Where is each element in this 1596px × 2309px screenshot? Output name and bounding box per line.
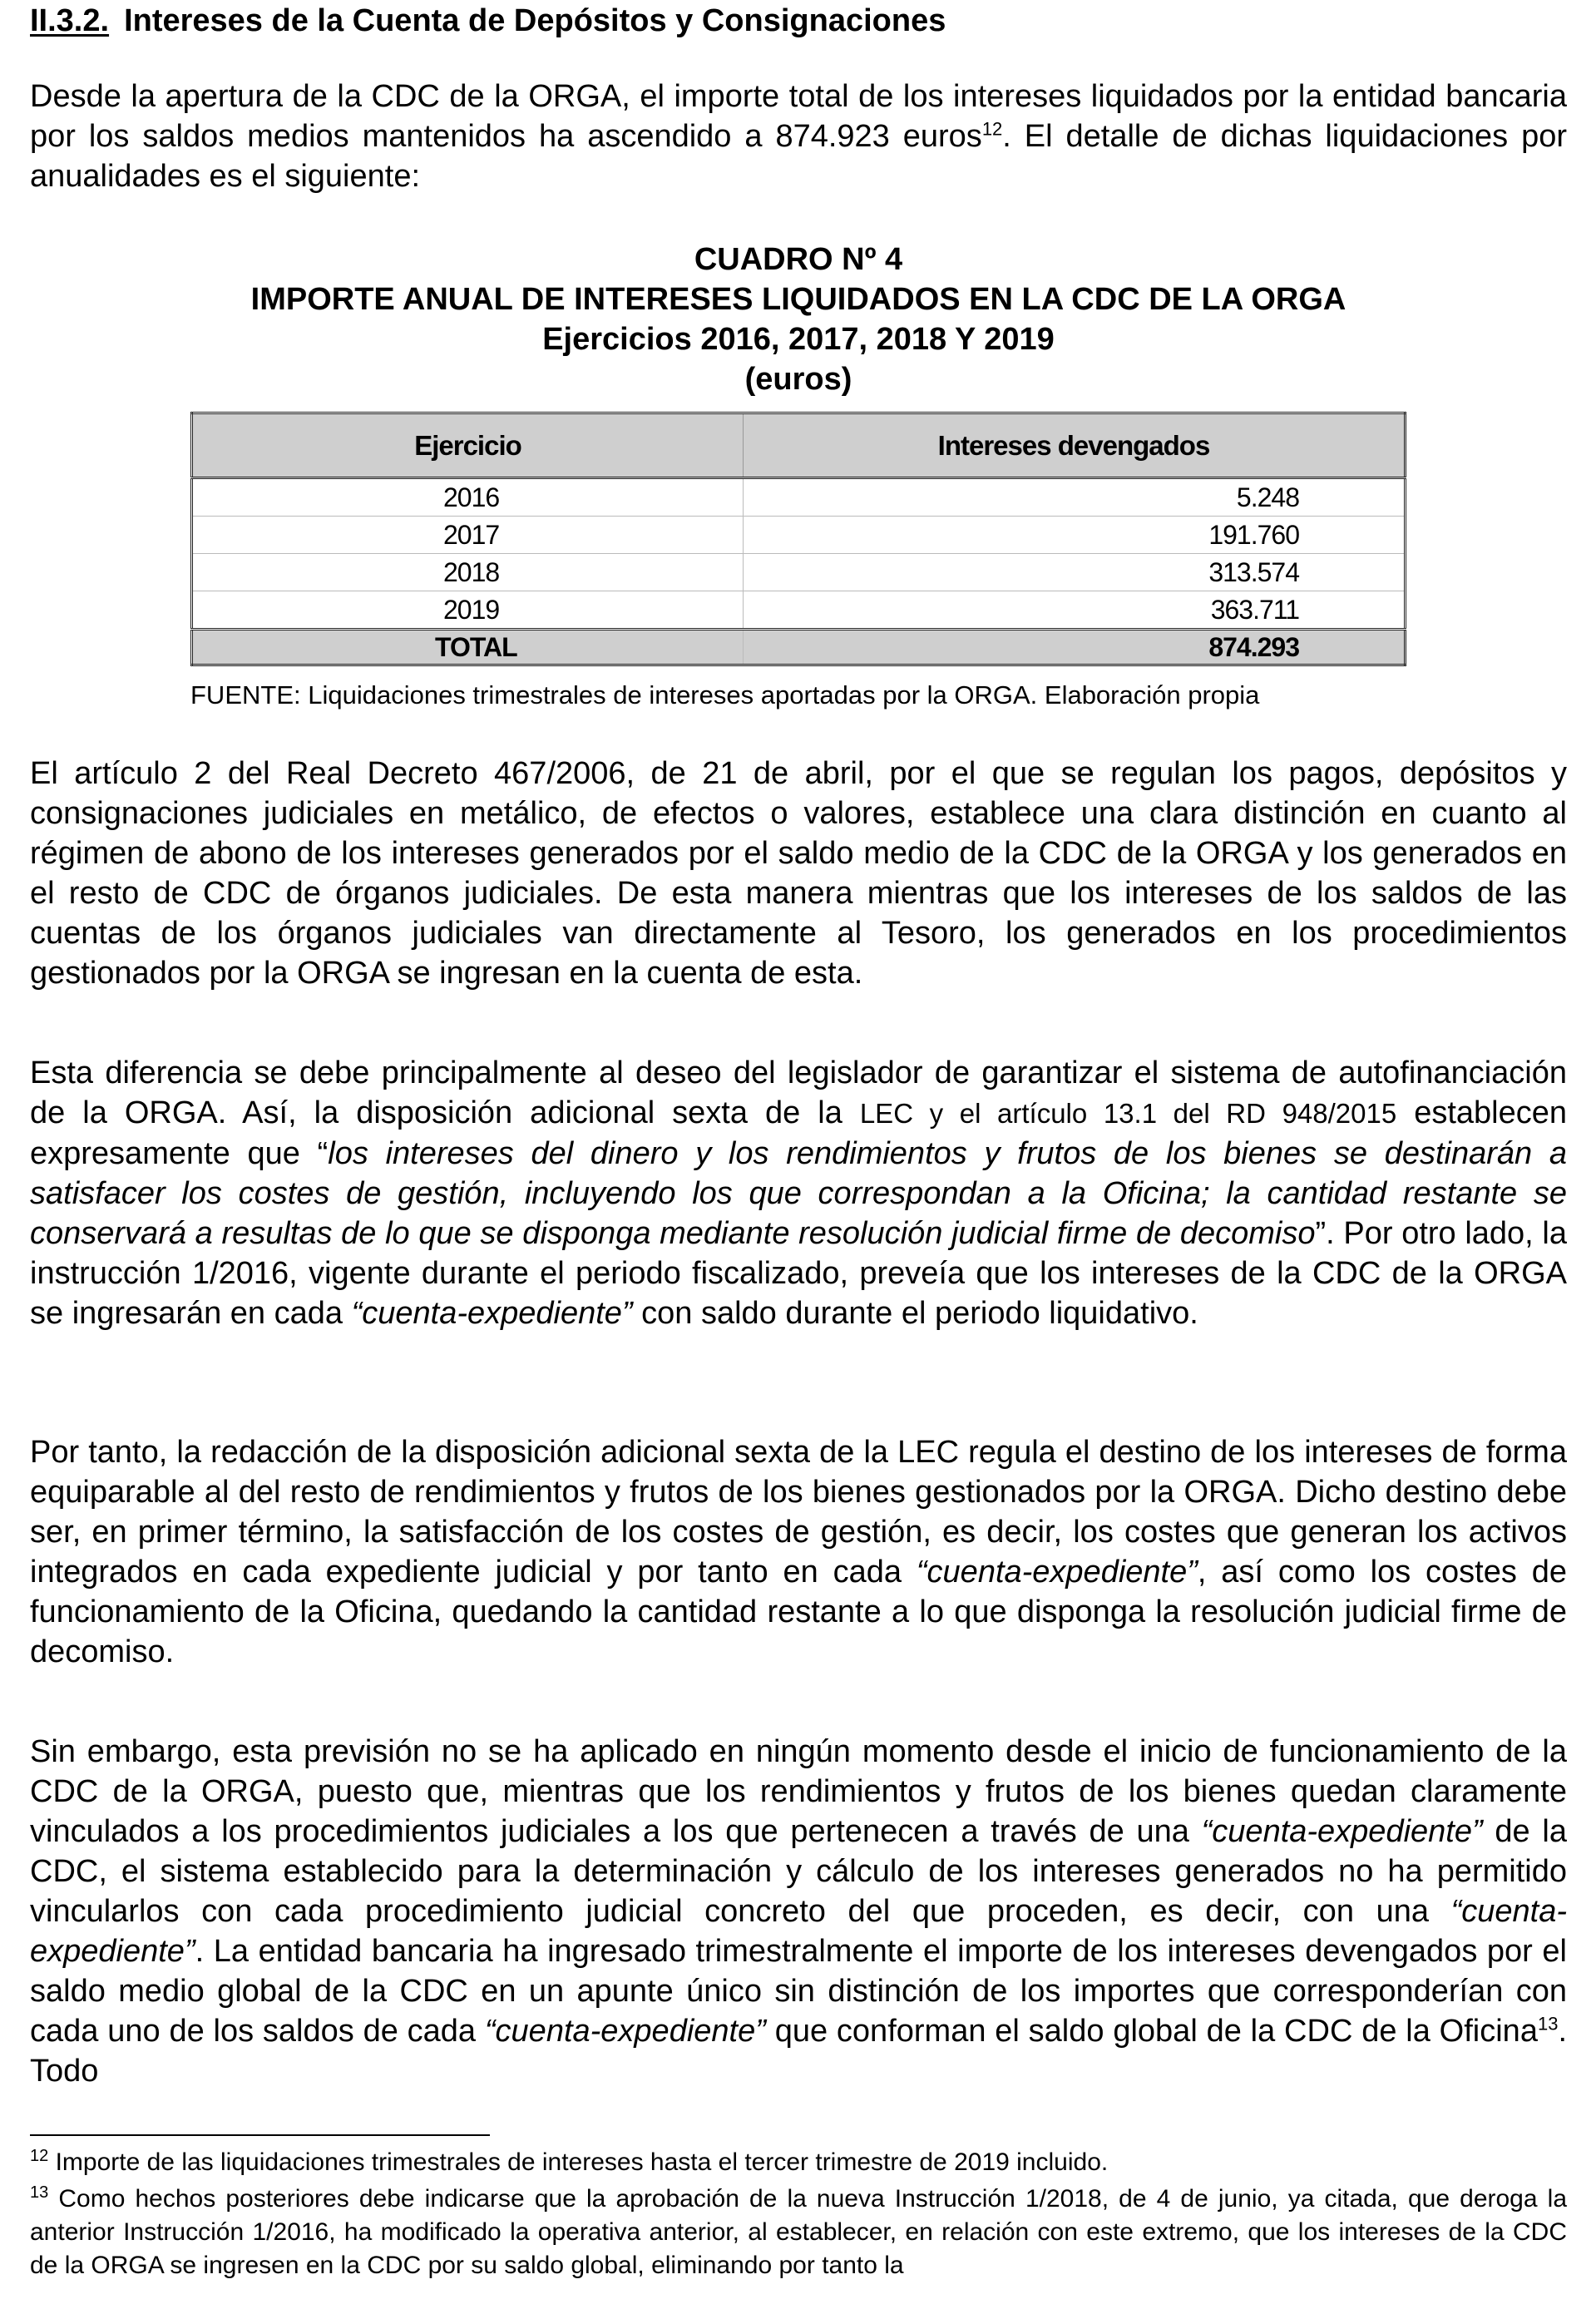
table-row: [192, 591, 1406, 630]
row-year: 2016: [192, 478, 744, 517]
section-number: II.3.2.: [30, 3, 110, 38]
row-amount: 363.711: [744, 591, 1406, 630]
row-amount: 313.574: [744, 554, 1406, 591]
header-intereses: Intereses devengados: [744, 413, 1406, 478]
paragraph-por-tanto: Por tanto, la redacción de la disposición adicional sexta de la LEC regula el destino de los intereses de forma equiparable al del resto de rendimientos y frutos de los bienes gestionados por la ORGA. Dicho destino debe ser, en primer término, la satisfacción de los costes de gestión, es decir, los costes que generan los activos integrados en cada expediente judicial y por tanto en cada “cuenta-expediente”, así como los costes de funcionamiento de la Oficina, quedando la cantidad restante a lo que disponga la resolución judicial firme de decomiso.: [30, 1435, 1567, 1669]
table-row: [192, 517, 1406, 554]
table-row: [192, 478, 1406, 517]
table-source-note: FUENTE: Liquidaciones trimestrales de intereses aportadas por la ORGA. Elaboración propia: [190, 680, 1260, 710]
table-caption-title: IMPORTE ANUAL DE INTERESES LIQUIDADOS EN LA CDC DE LA ORGA: [250, 282, 1346, 317]
intro-paragraph: Desde la apertura de la CDC de la ORGA, el importe total de los intereses liquidados por la entidad bancaria por los saldos medios mantenidos ha ascendido a 874.923 euros$^{12}$. El detalle de dichas liquidaciones por anualidades es el siguiente:: [30, 79, 1567, 194]
table-caption-units: (euros): [744, 362, 852, 397]
section-heading: [30, 0, 946, 42]
table-row: [192, 554, 1406, 591]
row-amount: 5.248: [744, 478, 1406, 517]
footnote-ref-12[interactable]: 12: [981, 118, 1003, 140]
footnote-13: $^{13}$ Como hechos posteriores debe indicarse que la aprobación de la nueva Instrucción 1/2018, de 4 de junio, ya citada, que deroga la anterior Instrucción 1/2016, ha modificado la operativa anterior, al establecer, en relación con este extremo, que los intereses de la CDC de la ORGA se ingresen en la CDC por su saldo global, eliminando por tanto la: [30, 2183, 1567, 2279]
total-label: TOTAL: [192, 630, 744, 665]
interest-table: [190, 412, 1406, 666]
footnote-separator: [30, 2134, 490, 2136]
table-header-row: [192, 413, 1406, 478]
row-year: 2019: [192, 591, 744, 630]
paragraph-diferencia: Esta diferencia se debe principalmente al deseo del legislador de garantizar el sistema de autofinanciación de la ORGA. Así, la disposición adicional sexta de la LEC y el artículo 13.1 del RD 948/2015 establecen expresamente que “los intereses del dinero y los rendimientos y frutos de los bienes se destinarán a satisfacer los costes de gestión, incluyendo los que correspondan a la Oficina; la cantidad restante se conservará a resultas de lo que se disponga mediante resolución judicial firme de decomiso”. Por otro lado, la instrucción 1/2016, vigente durante el periodo fiscalizado, preveía que los intereses de la CDC de la ORGA se ingresarán en cada “cuenta-expediente” con saldo durante el periodo liquidativo.: [30, 1056, 1568, 1331]
table-total-row: [192, 630, 1406, 665]
section-title: Intereses de la Cuenta de Depósitos y Consignaciones: [124, 3, 946, 38]
row-amount: 191.760: [744, 517, 1406, 554]
paragraph-articulo-2: El artículo 2 del Real Decreto 467/2006, de 21 de abril, por el que se regulan los pagos, depósitos y consignaciones judiciales en metálico, de efectos o valores, establece una clara distinción en cuanto al régimen de abono de los intereses generados por el saldo medio de la CDC de la ORGA y los generados en el resto de CDC de órganos judiciales. De esta manera mientras que los intereses de los saldos de las cuentas de los órganos judiciales van directamente al Tesoro, los generados en los procedimientos gestionados por la ORGA se ingresan en la cuenta de esta.: [30, 756, 1567, 991]
row-year: 2017: [192, 517, 744, 554]
header-ejercicio: Ejercicio: [192, 413, 744, 478]
total-amount: 874.293: [744, 630, 1406, 665]
footnote-ref-13[interactable]: 13: [1537, 2013, 1559, 2035]
table-caption-number: CUADRO Nº 4: [694, 242, 903, 277]
footnote-12: $^{12}$ Importe de las liquidaciones trimestrales de intereses hasta el tercer trimestre de 2019 incluido.: [30, 2147, 1109, 2176]
legal-quote: los intereses del dinero y los rendimientos y frutos de los bienes se destinarán a satisfacer los costes de gestión, incluyendo los que correspondan a la Oficina; la cantidad restante se conservará a resultas de lo que se disponga mediante resolución judicial firme de decomiso: [30, 1136, 1567, 1251]
row-year: 2018: [192, 554, 744, 591]
paragraph-sin-embargo: Sin embargo, esta previsión no se ha aplicado en ningún momento desde el inicio de funcionamiento de la CDC de la ORGA, puesto que, mientras que los rendimientos y frutos de los bienes quedan claramente vinculados a los procedimientos judiciales a los que pertenecen a través de una “cuenta-expediente” de la CDC, el sistema establecido para la determinación y cálculo de los intereses generados no ha permitido vincularlos con cada procedimiento judicial concreto del que proceden, es decir, con una “cuenta-expediente”. La entidad bancaria ha ingresado trimestralmente el importe de los intereses devengados por el saldo medio global de la CDC en un apunte único sin distinción de los importes que corresponderían con cada uno de los saldos de cada “cuenta-expediente” que conforman el saldo global de la CDC de la Oficina$^{13}$. Todo: [30, 1734, 1567, 2089]
table-caption-years: Ejercicios 2016, 2017, 2018 Y 2019: [542, 322, 1055, 357]
